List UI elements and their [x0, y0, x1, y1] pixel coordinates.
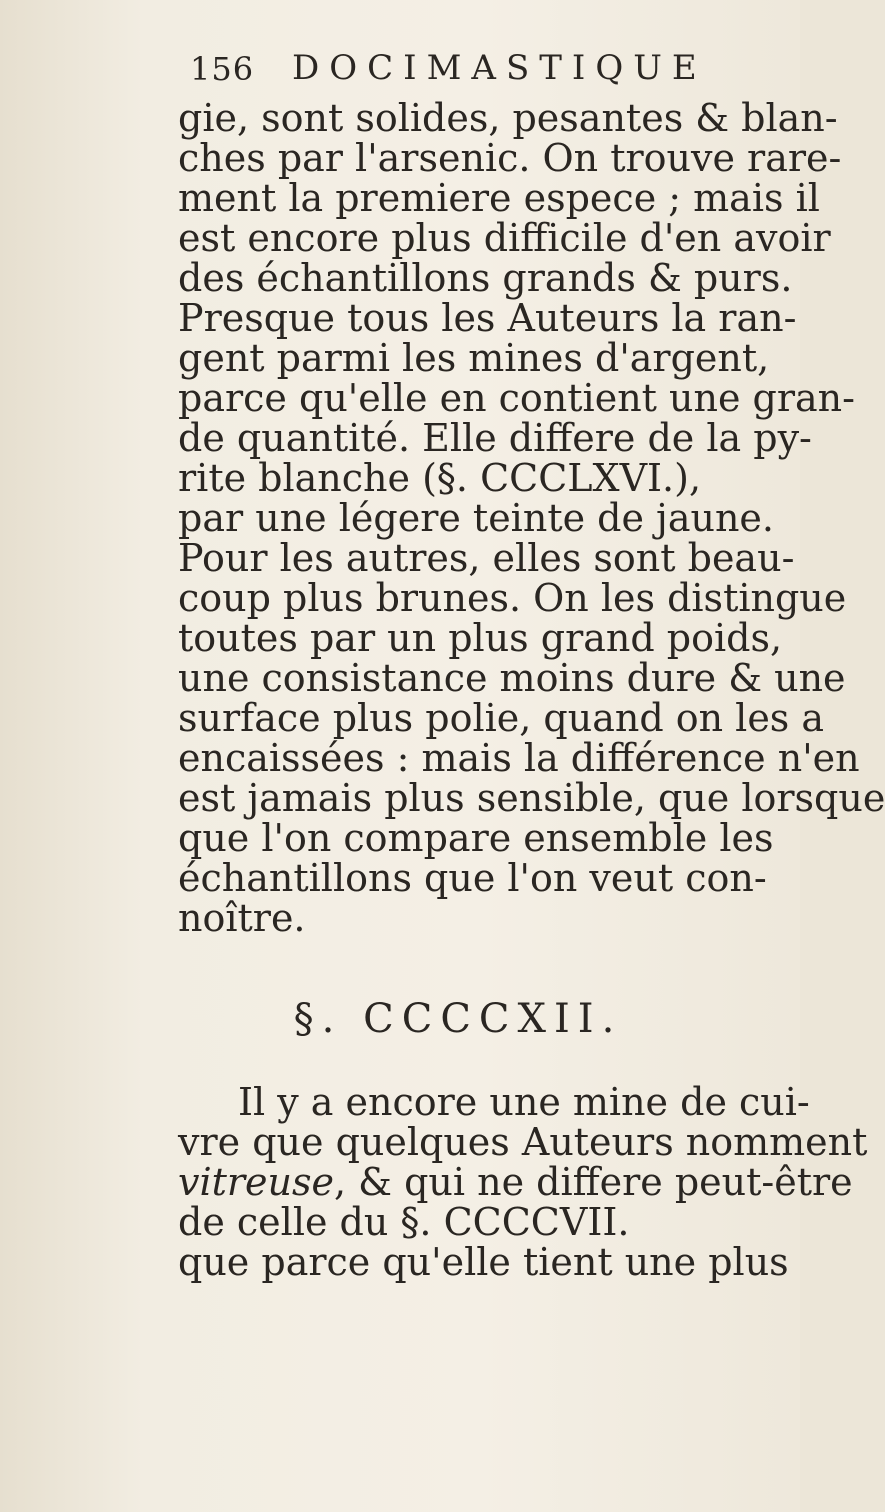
text-line: est encore plus difficile d'en avoir [178, 216, 831, 260]
text-line: Presque tous les Auteurs la ran- [178, 296, 797, 340]
text-line: Pour les autres, elles sont beau- [178, 536, 795, 580]
text-line: parce qu'elle en contient une gran- [178, 376, 855, 420]
paragraph-1 [178, 96, 885, 940]
running-title: DOCIMASTIQUE [292, 48, 707, 88]
text-line: que l'on compare ensemble les [178, 816, 774, 860]
text-line: de celle du §. CCCCVII. [178, 1200, 630, 1244]
text-line: une consistance moins dure & une [178, 656, 846, 700]
paragraph-2 [178, 1080, 868, 1284]
text-line [178, 1160, 853, 1204]
text-line: vre que quelques Auteurs nomment [178, 1120, 868, 1164]
text-line: de quantité. Elle differe de la py- [178, 416, 812, 460]
text-line: encaissées : mais la différence n'en [178, 736, 860, 780]
text-line: surface plus polie, quand on les a [178, 696, 825, 740]
text-line: que parce qu'elle tient une plus [178, 1240, 789, 1284]
text-line: est jamais plus sensible, que lorsque [178, 776, 885, 820]
italic-term: vitreuse [178, 1160, 335, 1204]
text-line: échantillons que l'on veut con- [178, 856, 767, 900]
text-line: gent parmi les mines d'argent, [178, 336, 770, 380]
text-line: gie, sont solides, pesantes & blan- [178, 96, 838, 140]
text-line: noître. [178, 896, 306, 940]
text-line: ment la premiere espece ; mais il [178, 176, 820, 220]
page-header [180, 38, 740, 98]
text-line: Il y a encore une mine de cui- [238, 1080, 810, 1124]
section-title: §. CCCCXII. [293, 996, 623, 1042]
text-line: coup plus brunes. On les distingue [178, 576, 847, 620]
text-line: des échantillons grands & purs. [178, 256, 793, 300]
text-line: par une légere teinte de jaune. [178, 496, 774, 540]
page-number: 156 [190, 50, 255, 88]
text-line: toutes par un plus grand poids, [178, 616, 783, 660]
text-span: , & qui ne differe peut-être [334, 1160, 853, 1204]
text-line: ches par l'arsenic. On trouve rare- [178, 136, 842, 180]
text-block [178, 96, 885, 1284]
text-line: rite blanche (§. CCCLXVI.), [178, 456, 702, 500]
